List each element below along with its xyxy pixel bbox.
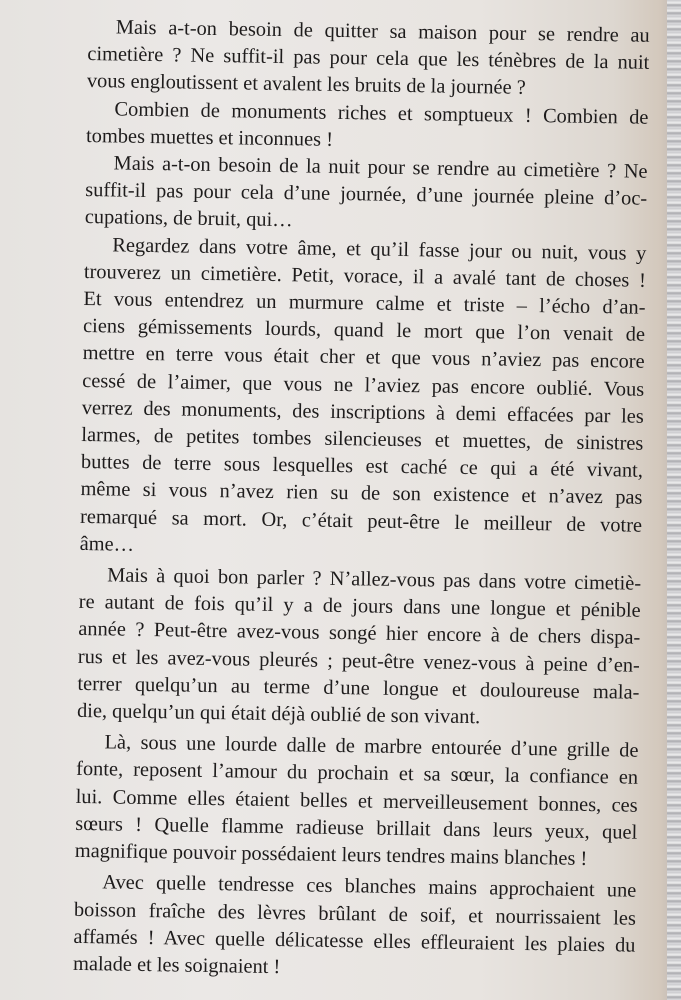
text-line: Là, sous une lourde dalle de marbre entourée d’une grille de [104,731,639,763]
text-line: Combien de monuments riches et somptueux ! Combien de [114,98,649,129]
text-line: fonte, reposent l’amour du prochain et sa sœur, la confiance en [75,758,639,790]
text-line: remarqué sa mort. Or, c’était peut-être le meilleur de votre [79,505,643,537]
paragraph-1 [87,14,650,104]
page-edge-stack [667,0,681,1000]
text-line: terrer quelqu’un au terme d’une longue et douloureuse mala- [77,672,640,704]
text-line: magnifique pouvoir possédaient leurs tendres mains blanches ! [74,839,588,871]
text-line: Mais a-t-on besoin de quitter sa maison pour se rendre au [115,16,650,47]
text-line: Avec quelle tendresse ces blanches mains approchaient une [102,871,637,903]
text-line: boisson fraîche des lèvres brûlant de soif, et nourrissaient les [73,898,637,930]
text-line: malade et les soignaient ! [72,952,281,979]
text-line: sœurs ! Quelle flamme radieuse brillait dans leurs yeux, quel [75,812,638,844]
text-line: suffit-il pas pour cela d’une journée, d’une journée pleine d’oc- [85,179,648,211]
text-line: cimetière ? Ne suffit-il pas pour cela que les ténèbres de la nuit [87,43,650,75]
text-line: Mais a-t-on besoin de la nuit pour se rendre au cimetière ? Ne [113,152,648,183]
text-line: ciens gémissements lourds, quand le mort que l’on venait de [82,315,646,347]
paragraph-5 [77,562,641,734]
paragraph-6 [75,729,639,874]
text-line: année ? Peut-être avez-vous songé hier encore à de chers dispa- [78,618,641,650]
text-line: die, quelqu’un qui était déjà oublié de son vivant. [76,699,481,729]
text-line: trouverez un cimetière. Petit, vorace, il a avalé tant de choses ! [83,260,647,292]
paragraph-2 [86,96,649,159]
text-line: Regardez dans votre âme, et qu’il fasse jour ou nuit, vous y [112,234,647,265]
text-line: vous engloutissent et avalent les bruits de la journée ? [86,70,526,100]
text-line: âme… [79,532,135,556]
text-line: tombes muettes et inconnues ! [85,124,334,151]
text-line: Et vous entendrez un murmure calme et triste – l’écho d’an- [83,287,646,319]
text-line: buttes de terre sous lesquelles est caché ce qui a été vivant, [80,451,644,483]
paragraph-3 [85,150,648,240]
text-line: larmes, de petites tombes silencieuses et muettes, de sinistres [81,423,644,455]
text-line: mettre en terre vous était cher et que vous n’aviez pas encore [82,342,645,374]
book-page-text [73,14,650,987]
text-line: verrez des monuments, des inscriptions à demi effacées par les [81,396,644,428]
text-line: re autant de fois qu’il y a de jours dans une longue et pénible [78,591,641,623]
paragraph-7 [73,869,637,987]
text-line: Mais à quoi bon parler ? N’allez-vous pas dans votre cimetiè- [107,564,642,595]
text-line: affamés ! Avec quelle délicatesse elles effleuraient les plaies du [73,925,636,957]
text-line: cupations, de bruit, qui… [84,206,293,232]
text-line: même si vous n’avez rien su de son existence et n’avez pas [80,478,643,510]
paragraph-4 [79,232,646,567]
text-line: rus et les avez-vous pleurés ; peut-être venez-vous à peine d’en- [77,645,641,677]
text-line: cessé de l’aimer, que vous ne l’aviez pas encore oublié. Vous [82,369,645,401]
text-line: lui. Comme elles étaient belles et merveilleusement bonnes, ces [75,785,638,817]
